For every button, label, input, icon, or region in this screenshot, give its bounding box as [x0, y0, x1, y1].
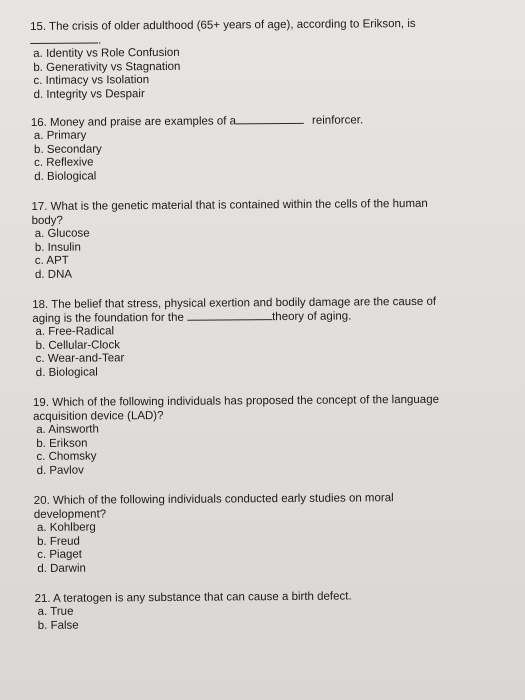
question-15-tail: . — [98, 34, 102, 47]
choice-21-a: a. True — [37, 605, 74, 618]
choice-19-d: d. Pavlov — [36, 464, 84, 477]
choice-18-c: c. Wear-and-Tear — [35, 352, 125, 365]
choice-17-b: b. Insulin — [34, 241, 81, 254]
choice-16-a: a. Primary — [33, 129, 87, 142]
answer-blank — [30, 33, 98, 44]
choice-16-d: d. Biological — [34, 169, 97, 183]
question-15 — [30, 16, 501, 102]
question-21 — [34, 588, 504, 633]
choice-17-d: d. DNA — [34, 268, 73, 281]
question-17-text-line1: 17. What is the genetic material that is contained within the cells of the human — [31, 197, 428, 213]
choice-16-c: c. Reflexive — [34, 156, 94, 169]
question-16 — [31, 112, 502, 184]
question-15-text: 15. The crisis of older adulthood (65+ years of age), according to Erikson, is — [30, 17, 416, 33]
choice-19-a: a. Ainsworth — [36, 423, 99, 436]
question-16-pre: 16. Money and praise are examples of a — [30, 115, 237, 129]
choice-21-b: b. False — [37, 619, 79, 632]
choice-17-a: a. Glucose — [34, 227, 90, 240]
choice-16-b: b. Secondary — [33, 142, 102, 156]
choice-18-d: d. Biological — [35, 365, 98, 379]
choice-15-d: d. Integrity vs Despair — [33, 87, 145, 101]
question-19-text-line2: acquisition device (LAD)? — [33, 409, 164, 423]
choice-19-b: b. Erikson — [36, 437, 88, 450]
answer-blank — [236, 114, 304, 125]
choice-15-a: a. Identity vs Role Confusion — [33, 46, 180, 60]
choice-15-b: b. Generativity vs Stagnation — [33, 60, 181, 74]
choice-15-c: c. Intimacy vs Isolation — [33, 74, 150, 87]
choice-19-c: c. Chomsky — [36, 450, 97, 463]
answer-blank — [187, 310, 272, 321]
question-19 — [33, 392, 504, 478]
question-20 — [34, 490, 505, 576]
question-18 — [32, 294, 503, 380]
question-16-post: reinforcer. — [311, 114, 364, 127]
question-20-text-line2: development? — [33, 508, 107, 521]
choice-18-a: a. Free-Radical — [35, 325, 115, 338]
question-18-text-line1: 18. The belief that stress, physical exertion and bodily damage are the cause of — [32, 295, 437, 311]
question-18-post: theory of aging. — [272, 310, 352, 324]
question-19-text-line1: 19. Which of the following individuals has proposed the concept of the language — [32, 393, 440, 409]
question-18-pre: aging is the foundation for the — [32, 311, 184, 325]
question-21-text: 21. A teratogen is any substance that can cause a birth defect. — [34, 590, 352, 605]
choice-20-b: b. Freud — [37, 535, 80, 548]
quiz-sheet — [30, 16, 505, 649]
choice-20-d: d. Darwin — [37, 562, 86, 575]
choice-20-c: c. Piaget — [37, 548, 82, 561]
choice-18-b: b. Cellular-Clock — [35, 338, 120, 352]
question-17-text-line2: body? — [31, 214, 63, 227]
choice-17-c: c. APT — [34, 254, 69, 267]
question-17 — [31, 196, 502, 282]
question-20-text-line1: 20. Which of the following individuals conducted early studies on moral — [33, 492, 394, 507]
choice-20-a: a. Kohlberg — [36, 521, 96, 534]
